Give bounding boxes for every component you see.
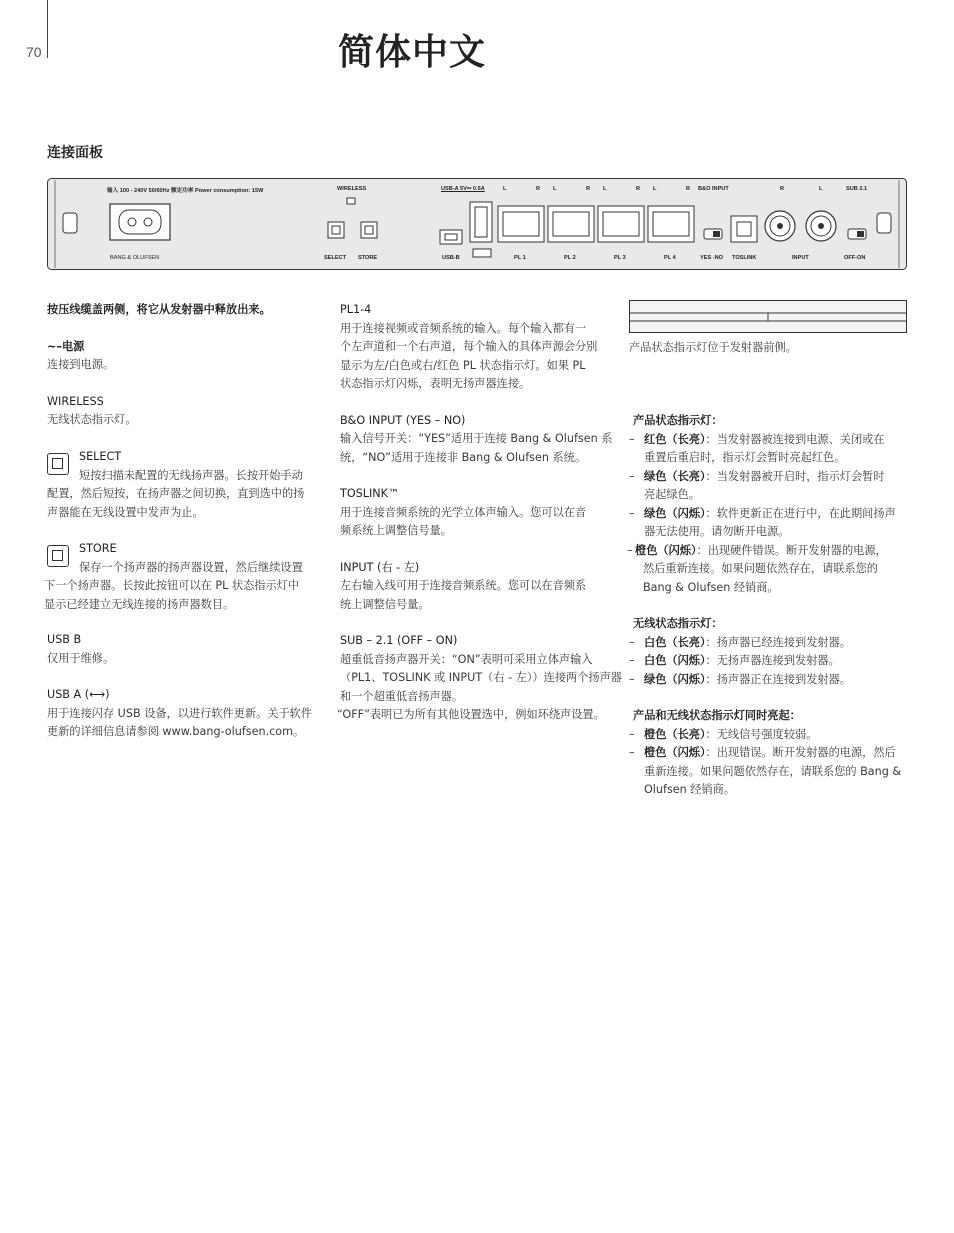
status-item-red (629, 431, 914, 468)
input-label: INPUT (792, 255, 809, 261)
pl4-l-label: L (653, 186, 657, 192)
header-rule (47, 0, 48, 58)
page-number: 70 (26, 44, 42, 60)
status-text: ：出现错误。断开发射器的电源，然后 (705, 746, 896, 759)
store-heading: STORE (79, 542, 117, 555)
sub-text-2: （PL1、TOSLINK 或 INPUT（右 - 左））连接两个扬声器 (340, 671, 622, 684)
status-key: 白色（闪烁） (644, 654, 706, 667)
status-text: ：出现硬件错误。断开发射器的电源， (696, 543, 887, 557)
sub-text-4-block (337, 706, 627, 725)
select-button-icon (47, 453, 69, 475)
status-key: 白色（长亮） (644, 635, 706, 649)
pl3-label: PL 3 (614, 255, 626, 261)
status-item-green-steady (629, 468, 914, 505)
pl3-r-label: R (636, 186, 641, 192)
list-dash: – (629, 727, 635, 741)
status-item-green-flash (629, 505, 914, 542)
pl1-label: PL 1 (514, 255, 526, 261)
sub-text-1: 超重低音扬声器开关：“ON”表明可采用立体声输入 (340, 652, 593, 666)
intro-text: 按压线缆盖两侧，将它从发射器中释放出来。 (47, 303, 271, 316)
status-item-orange-flash (627, 542, 914, 598)
status-text: ：软件更新正在进行中，在此期间扬声 (705, 506, 896, 520)
store-block (79, 540, 329, 577)
input-heading: INPUT (右 - 左) (340, 560, 420, 574)
status-text: ：无线信号强度较弱。 (705, 727, 818, 741)
input-l-label: L (819, 186, 823, 192)
wireless-item-white-steady (629, 634, 914, 653)
list-dash: – (627, 543, 633, 557)
section-title: 连接面板 (47, 145, 103, 161)
status-key: 橙色（闪烁） (635, 543, 697, 557)
lead-l-label: L (503, 186, 507, 192)
power-label: 输入 100 - 240V 50/60Hz 额定功率 Power consumption: 15W (107, 188, 264, 194)
status-text: Bang & Olufsen 经销商。 (643, 580, 779, 594)
bo-input-label: B&O INPUT (698, 186, 729, 192)
power-text: 连接到电源。 (47, 358, 115, 371)
status-text: 重新连接。如果问题依然存在，请联系您的 Bang & (644, 764, 902, 778)
wireless-text: 无线状态指示灯。 (47, 413, 137, 426)
input-r-label: R (780, 186, 785, 192)
usb-a-text-1: 用于连接闪存 USB 设备，以进行软件更新。关于软件 (47, 706, 313, 720)
connection-panel-illustration (47, 178, 907, 270)
select-text-2: 配置，然后短按，在扬声器之间切换，直到选中的扬 (47, 487, 305, 500)
list-dash: – (629, 672, 635, 686)
column-2 (340, 301, 625, 706)
sub-label: SUB 2.1 (846, 186, 868, 192)
pl2-r-label: R (586, 186, 591, 192)
select-text-3: 声器能在无线设置中发声为止。 (47, 505, 204, 519)
status-text: ：无扬声器连接到发射器。 (705, 654, 840, 667)
both-status-heading: 产品和无线状态指示灯同时亮起： (633, 709, 801, 722)
usb-b-heading: USB B (47, 633, 82, 646)
power-heading: ~–电源 (47, 339, 85, 353)
status-text: ：扬声器已经连接到发射器。 (705, 635, 851, 649)
store-text-1: 保存一个扬声器的扬声器设置，然后继续设置 (79, 560, 303, 574)
store-label: STORE (358, 255, 378, 261)
pl1-r-label: R (536, 186, 541, 192)
sub-heading: SUB – 2.1 (OFF – ON) (340, 634, 458, 647)
pl-text-2: 个左声道和一个右声道，每个输入的具体声源会分别 (340, 340, 598, 353)
status-text: ：当发射器被连接到电源、关闭或在 (705, 432, 885, 446)
store-block-cont (44, 577, 334, 614)
toslink-text-1: 用于连接音频系统的光学立体声输入。您可以在音 (340, 505, 587, 519)
list-dash: – (629, 746, 635, 759)
input-text-2: 统上调整信号量。 (340, 597, 430, 611)
wireless-item-green-flash (629, 671, 914, 690)
usb-a-label: USB-A 5V⎓ 0.5A (441, 186, 485, 192)
list-dash: – (629, 635, 635, 649)
toslink-label: TOSLINK (732, 255, 757, 261)
usb-a-text-2: 更新的详细信息请参阅 www.bang-olufsen.com。 (47, 725, 305, 738)
list-dash: – (629, 654, 635, 667)
usb-b-label: USB-B (442, 255, 460, 261)
sub-text-3: 和一个超重低音扬声器。 (340, 689, 464, 703)
status-text: ：扬声器正在连接到发射器。 (705, 672, 851, 686)
both-item-orange-flash (629, 744, 914, 800)
pl4-label: PL 4 (664, 255, 676, 261)
usb-b-text: 仅用于维修。 (47, 651, 115, 665)
bo-input-text-1: 输入信号开关：“YES”适用于连接 Bang & Olufsen 系 (340, 432, 613, 445)
bo-input-heading: B&O INPUT (YES – NO) (340, 413, 466, 427)
status-key: 绿色（闪烁） (644, 506, 706, 520)
status-key: 绿色（闪烁） (644, 672, 706, 686)
wireless-label: WIRELESS (337, 186, 367, 192)
status-text: 器无法使用。请勿断开电源。 (644, 525, 790, 538)
toslink-heading: TOSLINK™ (340, 487, 400, 500)
yes-no-label: YES -NO (700, 255, 724, 261)
status-key: 橙色（长亮） (644, 727, 706, 741)
list-dash: – (629, 432, 635, 446)
toslink-text-2: 频系统上调整信号量。 (340, 524, 452, 537)
select-text-1: 短按扫描未配置的无线扬声器。长按开始手动 (79, 468, 303, 482)
front-panel-illustration (629, 300, 907, 334)
status-key: 绿色（长亮） (644, 469, 706, 483)
list-dash: – (629, 469, 635, 483)
brand-label: BANG & OLUFSEN (110, 255, 160, 261)
pl4-r-label: R (686, 186, 691, 192)
pl2-l-label: L (553, 186, 557, 192)
usb-a-heading: USB A (⟷) (47, 688, 110, 701)
wireless-status-heading: 无线状态指示灯： (633, 617, 723, 630)
sub-text-4: “OFF”表明已为所有其他设置选中，例如环绕声设置。 (337, 708, 605, 721)
status-text: 亮起绿色。 (644, 488, 700, 501)
status-text: Olufsen 经销商。 (644, 783, 736, 796)
page-title: 简体中文 (338, 32, 487, 73)
column-1 (47, 301, 327, 430)
front-caption: 产品状态指示灯位于发射器前侧。 (629, 341, 797, 354)
pl-text-3: 显示为左/白色或右/红色 PL 状态指示灯。如果 PL (340, 358, 586, 372)
pl2-label: PL 2 (564, 255, 576, 261)
status-text: 然后重新连接。如果问题依然存在，请联系您的 (643, 562, 878, 575)
store-text-2: 下一个扬声器。长按此按钮可以在 PL 状态指示灯中 (44, 579, 300, 592)
wireless-item-white-flash (629, 652, 914, 671)
pl-text-1: 用于连接视频或音频系统的输入。每个输入都有一 (340, 321, 587, 335)
input-text-1: 左右输入线可用于连接音频系统。您可以在音频系 (340, 579, 587, 592)
pl-heading: PL1-4 (340, 303, 372, 316)
off-on-label: OFF-ON (844, 255, 866, 261)
pl3-l-label: L (603, 186, 607, 192)
pl-text-4: 状态指示灯闪烁，表明无扬声器连接。 (340, 377, 531, 390)
status-text: ：当发射器被开启时，指示灯会暂时 (705, 469, 885, 483)
select-heading: SELECT (79, 450, 122, 463)
status-key: 红色（长亮） (644, 432, 706, 446)
bo-input-text-2: 统，“NO”适用于连接非 Bang & Olufsen 系统。 (340, 450, 587, 464)
status-key: 橙色（闪烁） (644, 746, 706, 759)
both-item-orange-steady (629, 726, 914, 745)
select-label: SELECT (324, 255, 347, 261)
store-button-icon (47, 545, 69, 567)
list-dash: – (629, 506, 635, 520)
product-status-heading: 产品状态指示灯： (633, 414, 723, 427)
select-block-cont (47, 485, 332, 522)
store-text-3: 显示已经建立无线连接的扬声器数目。 (44, 597, 235, 611)
wireless-heading: WIRELESS (47, 394, 104, 408)
usb-block (47, 631, 332, 742)
select-block (79, 448, 329, 485)
status-text: 重置后重启时，指示灯会暂时亮起红色。 (644, 451, 846, 464)
column-3 (629, 339, 909, 358)
product-status-block (629, 412, 914, 800)
